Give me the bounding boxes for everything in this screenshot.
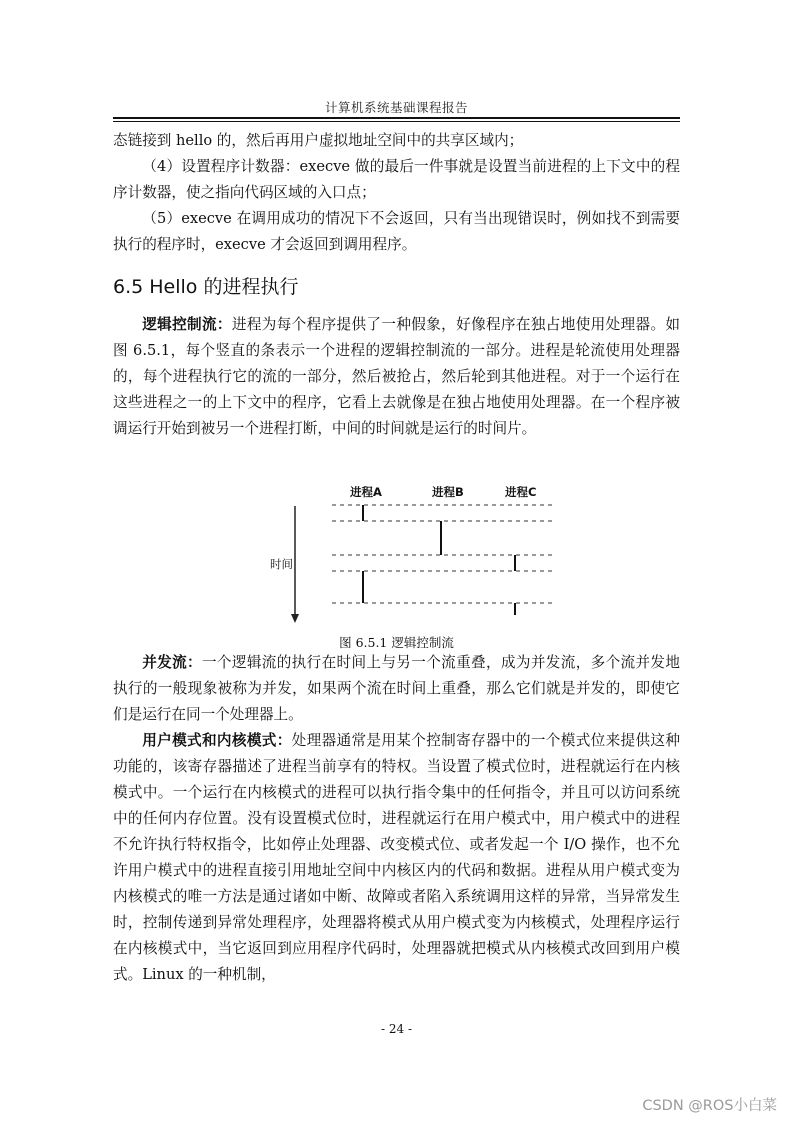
process-a-segment-1 [362,505,364,521]
process-c-label: 进程C [505,485,537,499]
paragraph-logical-flow [113,312,680,442]
page-number: - 24 - [380,1022,412,1036]
time-axis-label: 时间 [270,557,293,571]
paragraph-step-4: （4）设置程序计数器：execve 做的最后一件事就是设置当前进程的上下文中的程序计数器，使之指向代码区域的入口点； [113,158,680,201]
paragraph-continuation: 态链接到 hello 的，然后再用户虚拟地址空间中的共享区域内； [113,132,524,149]
time-axis-arrow [291,614,299,623]
paragraph-concurrent-flow [113,650,680,728]
csdn-watermark: CSDN @ROS小白菜 [642,1098,777,1114]
header-rule-thick [113,117,680,119]
page-header-title: 计算机系统基础课程报告 [324,100,468,115]
figure-diagram [262,478,562,628]
process-a-segment-2 [362,571,364,603]
logical-flow-figure [262,478,562,628]
paragraph-user-kernel-mode [113,728,680,988]
paragraph-group-bottom [113,650,680,988]
figure-caption: 图 6.5.1 逻辑控制流 [339,635,454,650]
term-logical-flow: 逻辑控制流： [142,316,232,333]
term-user-kernel-mode: 用户模式和内核模式： [142,732,292,749]
paragraph-step-5: （5）execve 在调用成功的情况下不会返回，只有当出现错误时，例如找不到需要执行的程序时，execve 才会返回到调用程序。 [113,210,680,253]
logical-flow-text: 进程为每个程序提供了一种假象，好像程序在独占地使用处理器。如图 6.5.1，每个竖直的条表示一个进程的逻辑控制流的一部分。进程是轮流使用处理器的，每个进程执行它的流的一部分，然后被抢占，然后轮到其他进程。对于一个运行在这些进程之一的上下文中的程序，它看上去就像是在独占地使用处理器。在一个程序被调运行开始到被另一个进程打断，中间的时间就是运行的时间片。 [113,316,680,437]
process-b-label: 进程B [432,485,464,499]
process-c-segment-1 [514,555,516,571]
process-b-segment-1 [440,521,442,555]
header-rule-thin [113,121,680,122]
paragraph-group-top [113,128,680,258]
section-heading: 6.5 Hello 的进程执行 [113,276,299,298]
term-concurrent-flow: 并发流： [142,654,202,671]
process-a-label: 进程A [350,485,382,499]
user-kernel-mode-text: 处理器通常是用某个控制寄存器中的一个模式位来提供这种功能的，该寄存器描述了进程当前享有的特权。当设置了模式位时，进程就运行在内核模式中。一个运行在内核模式的进程可以执行指令集中的任何指令，并且可以访问系统中的任何内存位置。没有设置模式位时，进程就运行在用户模式中，用户模式中的进程不允许执行特权指令，比如停止处理器、改变模式位、或者发起一个 I/O 操作，也不允许用户模式中的进程直接引用地址空间中内核区内的代码和数据。进程从用户模式变为内核模式的唯一方法是通过诸如中断、故障或者陷入系统调用这样的异常，当异常发生时，控制传递到异常处理程序，处理器将模式从用户模式变为内核模式，处理程序运行在内核模式中，当它返回到应用程序代码时，处理器就把模式从内核模式改回到用户模式。Linux 的一种机制， [113,732,680,983]
concurrent-flow-text: 一个逻辑流的执行在时间上与另一个流重叠，成为并发流，多个流并发地执行的一般现象被称为并发，如果两个流在时间上重叠，那么它们就是并发的，即使它们是运行在同一个处理器上。 [113,654,680,723]
process-c-segment-2 [514,603,516,615]
